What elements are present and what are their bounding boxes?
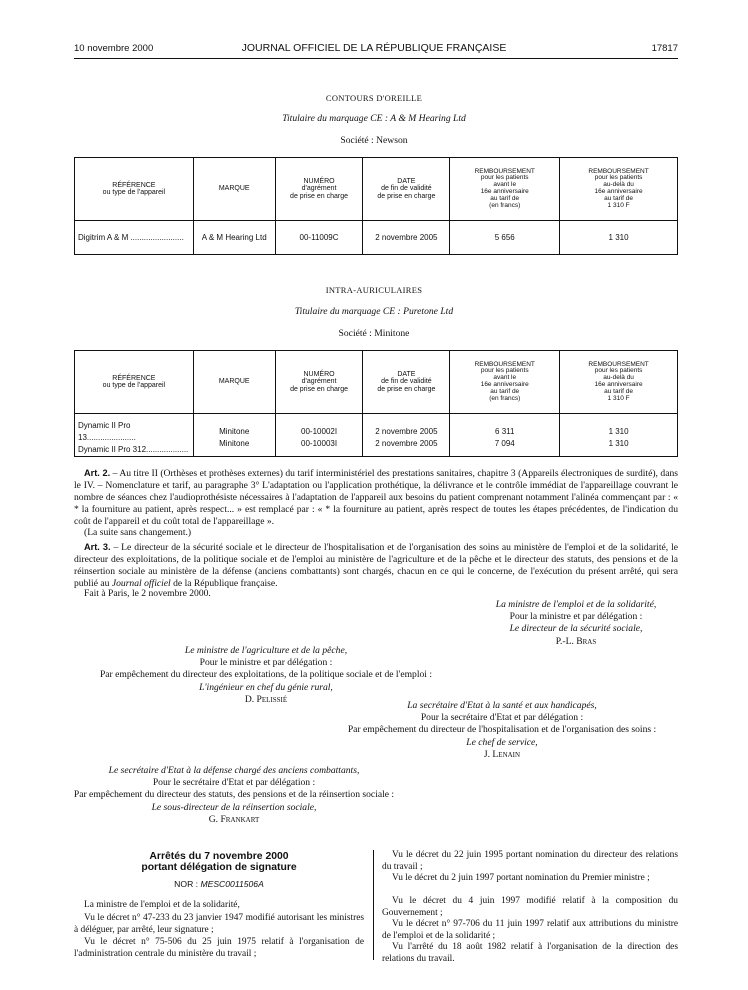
sig-role: Le chef de service, [466, 736, 538, 748]
numero-line: 00-10003I [301, 439, 338, 448]
table-header-row [75, 158, 678, 221]
article-text-end: de la République française. [170, 578, 278, 589]
col-ref-header: RÉFÉRENCE ou type de l'appareil [75, 351, 194, 414]
ref-line: Dynamic II Pro 13...................... [78, 421, 136, 442]
numero-line: 00-10002I [301, 427, 338, 436]
societe-line: Société : Minitone [338, 328, 410, 339]
sig-title: La ministre de l'emploi et de la solidarité, [495, 599, 657, 610]
societe-line: Société : Newson [340, 135, 408, 146]
date-line: 2 novembre 2005 [375, 427, 438, 436]
sig-name: P.-L. Bras [555, 635, 597, 647]
table-row [75, 414, 678, 457]
article-label: Art. 2. [84, 468, 111, 478]
col-marque-header: MARQUE [193, 351, 275, 414]
col-remb1-header: REMBOURSEMENT pour les patients avant le 16e anniversaire au tarif de (en francs) [450, 351, 560, 414]
ref-line: Dynamic II Pro 312................... [78, 445, 189, 454]
fait-line: Fait à Paris, le 2 novembre 2000. [84, 588, 211, 599]
journal-title: JOURNAL OFFICIEL DE LA RÉPUBLIQUE FRANÇAISE [241, 42, 507, 54]
cell-date [363, 414, 450, 457]
cell-marque [193, 414, 275, 457]
cell-ref: Digitrim A & M ........................ [75, 221, 194, 255]
article-suite: (La suite sans changement.) [84, 527, 192, 538]
sig-title: Le ministre de l'agriculture et de la pêche, [184, 645, 348, 656]
section-heading: CONTOURS D'OREILLE [325, 93, 423, 103]
article-text: – Le directeur de la sécurité sociale et le directeur de l'hospitalisation et de l'organisation des soins au ministère de l'emploi et de la solidarité, le directeur des exploitations, de la politique sociale et de l'emploi au ministère de l'agriculture et de la pêche et le directeur des statuts, des pensions et de la réinsertion sociale au ministère de la défense (anciens combattants) sont chargés, chacun en ce qui le concerne, de l'exécution du présent arrêté, qui sera publié au [74, 542, 678, 589]
sig-empechement: Par empêchement du directeur des statuts, des pensions et de la réinsertion sociale : [73, 789, 395, 801]
sig-role: L'ingénieur en chef du génie rural, [199, 681, 333, 693]
titulaire-line: Titulaire du marquage CE : A & M Hearing Ltd [282, 113, 466, 124]
remb1-line: 6 311 [495, 427, 515, 436]
page-number: 17817 [651, 43, 678, 54]
sig-name: J. Lenain [483, 748, 521, 760]
contours-table [74, 157, 678, 255]
cell-remb1 [450, 414, 560, 457]
cell-numero [275, 414, 363, 457]
nor-code: MESC0011506A [200, 879, 264, 889]
column-divider [373, 850, 374, 960]
cell-date: 2 novembre 2005 [363, 221, 450, 255]
nor-label: NOR : [174, 879, 201, 889]
article-label: Art. 3. [84, 542, 111, 552]
cell-remb2 [560, 414, 678, 457]
sig-title: Le secrétaire d'Etat à la défense chargé des anciens combattants, [108, 765, 360, 776]
sig-delegation: Pour le secrétaire d'Etat et par délégation : [152, 777, 316, 789]
intra-table [74, 350, 678, 457]
nor-line [74, 879, 364, 889]
arretes-intro: La ministre de l'emploi et de la solidarité, [84, 900, 240, 910]
sig-delegation: Pour la secrétaire d'Etat et par délégation : [420, 712, 584, 724]
col-remb2-header: REMBOURSEMENT pour les patients au-delà du 16e anniversaire au tarif de 1 310 F [560, 158, 678, 221]
visa-paragraph: Vu le décret du 2 juin 1997 portant nomination du Premier ministre ; [392, 873, 650, 883]
visa-paragraph: Vu le décret n° 47-233 du 23 janvier 1947 modifié autorisant les ministres à déléguer, par arrêté, leur signature ; [74, 913, 364, 935]
arretes-title-line1: Arrêtés du 7 novembre 2000 [149, 851, 289, 862]
col-remb2-header: REMBOURSEMENT pour les patients au-delà du 16e anniversaire au tarif de 1 310 F [560, 351, 678, 414]
signature-block-defense [34, 765, 434, 826]
cell-remb2: 1 310 [560, 221, 678, 255]
article-3 [74, 541, 678, 590]
col-date-header: DATE de fin de validité de prise en charge [363, 351, 450, 414]
signature-block-agriculture [64, 645, 468, 706]
cell-marque: A & M Hearing Ltd [193, 221, 275, 255]
visa-paragraph: Vu le décret du 4 juin 1997 modifié relatif à la composition du Gouvernement ; [382, 896, 678, 918]
section-heading: INTRA-AURICULAIRES [325, 285, 423, 295]
col-numero-header: NUMÉRO d'agrément de prise en charge [275, 158, 363, 221]
col-marque-header: MARQUE [193, 158, 275, 221]
signature-block-emploi [456, 599, 696, 648]
date-line: 2 novembre 2005 [375, 439, 438, 448]
titulaire-line: Titulaire du marquage CE : Puretone Ltd [294, 306, 454, 317]
sig-empechement: Par empêchement du directeur de l'hospitalisation et de l'organisation des soins : [347, 724, 657, 736]
journal-ref: Journal officiel [111, 578, 171, 589]
article-2 [74, 467, 678, 528]
sig-empechement: Par empêchement du directeur des exploitations, de la politique sociale et de l'emploi : [99, 669, 433, 681]
article-text: – Au titre II (Orthèses et prothèses externes) du tarif interministériel des prestations sanitaires, chapitre 3 (Appareils électroniques de surdité), dans le IV. – Nomenclature et tarif, au paragraphe 3° L'adaptation ou l'application prothétique, la délivrance et le contrôle immédiat de l'appareillage couvrant le nombre de séances chez l'audioprothésiste nécessaires à l'adaptation de l'appareil aux besoins du patient comprenant notamment l'alinéa commençant par : « * la fourniture au patient, après respect... » est remplacé par : « * la fourniture au patient, après respect de toutes les étapes précédentes, de l'indication du coût de l'appareil et du coût total de l'appareillage ». [74, 468, 678, 527]
header-rule [74, 58, 678, 59]
col-numero-header: NUMÉRO d'agrément de prise en charge [275, 351, 363, 414]
marque-line: Minitone [219, 439, 250, 448]
issue-date: 10 novembre 2000 [74, 43, 154, 54]
arretes-title-line2: portant délégation de signature [141, 862, 297, 873]
marque-line: Minitone [219, 427, 250, 436]
sig-name: D. Pelissié [244, 693, 288, 705]
visa-paragraph: Vu le décret n° 97-706 du 11 juin 1997 relatif aux attributions du ministre de l'emploi et de la solidarité ; [382, 919, 678, 941]
arretes-title [74, 851, 364, 873]
remb2-line: 1 310 [608, 427, 629, 436]
table-row [75, 221, 678, 255]
remb2-line: 1 310 [608, 439, 629, 448]
sig-delegation: Pour la ministre et par délégation : [509, 611, 643, 623]
sig-role: Le sous-directeur de la réinsertion sociale, [151, 801, 317, 813]
sig-delegation: Pour le ministre et par délégation : [199, 657, 333, 669]
signature-block-sante [302, 700, 702, 761]
cell-ref [75, 414, 194, 457]
sig-name: G. Frankart [208, 813, 260, 825]
sig-role: Le directeur de la sécurité sociale, [509, 623, 643, 635]
table-header-row [75, 351, 678, 414]
visa-paragraph: Vu l'arrêté du 18 août 1982 relatif à l'organisation de la direction des relations du travail. [382, 942, 678, 964]
col-ref-header: RÉFÉRENCE ou type de l'appareil [75, 158, 194, 221]
col-remb1-header: REMBOURSEMENT pour les patients avant le 16e anniversaire au tarif de (en francs) [450, 158, 560, 221]
visa-paragraph: Vu le décret n° 75-506 du 25 juin 1975 relatif à l'organisation de l'administration centrale du ministère du travail ; [74, 937, 364, 959]
col-date-header: DATE de fin de validité de prise en charge [363, 158, 450, 221]
remb1-line: 7 094 [494, 439, 515, 448]
cell-numero: 00-11009C [275, 221, 363, 255]
cell-remb1: 5 656 [450, 221, 560, 255]
visa-paragraph: Vu le décret du 22 juin 1995 portant nomination du directeur des relations du travail ; [382, 850, 678, 872]
sig-title: La secrétaire d'Etat à la santé et aux handicapés, [407, 700, 597, 711]
